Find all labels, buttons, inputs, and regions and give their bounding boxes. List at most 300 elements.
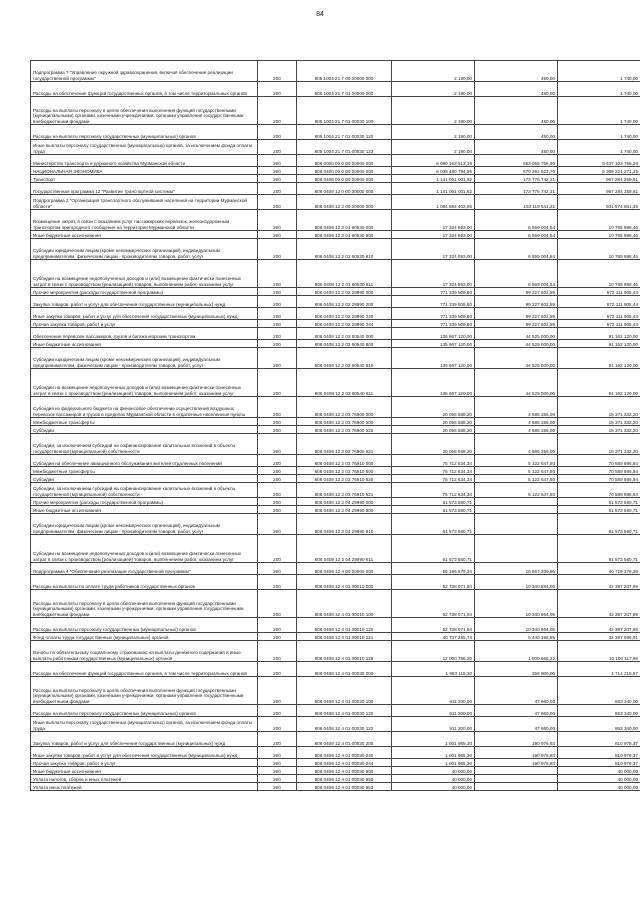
row-name-cell: Возмещение затрат, в связи с оказанием услуг пассажирских перевозок, железнодорожным транспортом пригородного сообщения на территории Мурманской области bbox=[31, 210, 258, 231]
row-code-cell: 806 0408 12 2 00 00000 000 bbox=[297, 195, 392, 210]
row-remainder-cell: 931 574 861,35 bbox=[558, 195, 640, 210]
row-remainder-cell: 10 765 988,46 bbox=[558, 239, 640, 260]
row-grbs-cell: 200 bbox=[258, 498, 297, 506]
budget-table bbox=[30, 60, 640, 791]
row-name-cell: Взносы по обязательному социальному страхованию на выплаты денежного содержания и иные выплаты работникам государственных (муниципальных) органов bbox=[31, 641, 258, 662]
row-code-cell: 806 0408 12 2 04 29990 000 bbox=[297, 498, 392, 506]
row-code-cell: 806 0408 12 2 03 76900 500 bbox=[297, 418, 392, 426]
row-executed-cell: 450,00 bbox=[475, 125, 558, 140]
row-remainder-cell: 42 397 207,89 bbox=[558, 618, 640, 633]
row-grbs-cell: 200 bbox=[258, 308, 297, 320]
table-row bbox=[31, 308, 640, 320]
row-grbs-cell: 200 bbox=[258, 662, 297, 677]
row-grbs-cell: 200 bbox=[258, 590, 297, 618]
table-row bbox=[31, 155, 640, 167]
row-amount-cell: 40 000,00 bbox=[392, 767, 475, 775]
row-remainder-cell: 70 589 986,84 bbox=[558, 467, 640, 475]
row-amount-cell: 771 339 509,80 bbox=[392, 320, 475, 328]
row-name-cell: Обеспечение перевозок пассажиров, грузов и багажа морским транспортом bbox=[31, 328, 258, 340]
row-executed-cell: 44 525 000,00 bbox=[475, 340, 558, 348]
table-row bbox=[31, 641, 640, 662]
table-row bbox=[31, 340, 640, 348]
row-executed-cell: 450,00 bbox=[475, 82, 558, 97]
row-grbs-cell: 200 bbox=[258, 641, 297, 662]
row-name-cell: Иные закупки товаров, работ и услуг для обеспечения государственных (муниципальных) нужд bbox=[31, 308, 258, 320]
table-row bbox=[31, 455, 640, 467]
row-remainder-cell: 40 000,00 bbox=[558, 775, 640, 783]
row-executed-cell: 99 227 602,59 bbox=[475, 308, 558, 320]
table-row bbox=[31, 195, 640, 210]
row-amount-cell: 61 573 580,71 bbox=[392, 498, 475, 506]
row-remainder-cell: 91 162 120,00 bbox=[558, 328, 640, 340]
table-row bbox=[31, 210, 640, 231]
row-grbs-cell: 200 bbox=[258, 535, 297, 563]
table-row bbox=[31, 535, 640, 563]
row-name-cell: Субсидия из федерального бюджета на финансовое обеспечение осуществления воздушных перевозок пассажиров и грузов в пределах Мурманской области в отдаленные населенные пункты bbox=[31, 397, 258, 418]
row-amount-cell: 2 190,00 bbox=[392, 125, 475, 140]
row-remainder-cell: 10 765 988,46 bbox=[558, 260, 640, 288]
row-executed-cell: 4 685 256,00 bbox=[475, 426, 558, 434]
row-amount-cell: 40 000,00 bbox=[392, 783, 475, 791]
row-remainder-cell: 1 740,00 bbox=[558, 82, 640, 97]
row-code-cell: 806 0408 12 2 01 60530 810 bbox=[297, 239, 392, 260]
row-remainder-cell: 91 162 120,00 bbox=[558, 348, 640, 369]
row-name-cell: Иные бюджетные ассигнования bbox=[31, 506, 258, 514]
row-executed-cell: 173 776 742,21 bbox=[475, 175, 558, 183]
row-amount-cell: 6 038 480 794,95 bbox=[392, 167, 475, 175]
row-executed-cell: 450,00 bbox=[475, 61, 558, 82]
table-row bbox=[31, 483, 640, 498]
row-code-cell: 806 0408 12 4 01 00030 850 bbox=[297, 775, 392, 783]
row-name-cell: Транспорт bbox=[31, 175, 258, 183]
row-grbs-cell: 200 bbox=[258, 210, 297, 231]
row-name-cell: Расходы на выплаты персоналу государственных (муниципальных) органов bbox=[31, 125, 258, 140]
row-amount-cell: 1 953 115,30 bbox=[392, 662, 475, 677]
table-row bbox=[31, 759, 640, 767]
row-grbs-cell: 200 bbox=[258, 767, 297, 775]
row-remainder-cell: 5 437 103 756,26 bbox=[558, 155, 640, 167]
row-amount-cell: 52 738 071,94 bbox=[392, 590, 475, 618]
row-amount-cell: 75 712 634,34 bbox=[392, 483, 475, 498]
row-grbs-cell: 200 bbox=[258, 328, 297, 340]
row-executed-cell: 4 685 256,00 bbox=[475, 418, 558, 426]
row-executed-cell: 670 262 523,70 bbox=[475, 167, 558, 175]
table-row bbox=[31, 82, 640, 97]
row-code-cell: 806 0408 12 4 01 00030 120 bbox=[297, 705, 392, 717]
row-amount-cell: 40 737 285,74 bbox=[392, 633, 475, 641]
row-name-cell: Фонд оплаты труда государственных (муниципальных) органов bbox=[31, 633, 258, 641]
row-grbs-cell: 200 bbox=[258, 369, 297, 397]
row-amount-cell: 1 001 965,30 bbox=[392, 759, 475, 767]
row-executed-cell: 6 559 004,54 bbox=[475, 239, 558, 260]
row-name-cell: Расходы на выплаты персоналу в целях обеспечения выполнения функций государственными (муниципальными) органами, казенными учреждениями, органами управления государственными внебюджетными фондами bbox=[31, 97, 258, 125]
row-executed-cell: 99 227 602,59 bbox=[475, 320, 558, 328]
row-name-cell: Подпрограмма 2 "Организация транспортного обслуживания населения на территории Мурманской области" bbox=[31, 195, 258, 210]
table-row bbox=[31, 467, 640, 475]
row-grbs-cell: 200 bbox=[258, 732, 297, 747]
row-code-cell: 805 1004 21 7 01 00030 120 bbox=[297, 125, 392, 140]
row-remainder-cell: 10 765 988,46 bbox=[558, 210, 640, 231]
row-executed-cell: 1 900 668,22 bbox=[475, 641, 558, 662]
row-grbs-cell: 200 bbox=[258, 397, 297, 418]
row-grbs-cell: 200 bbox=[258, 195, 297, 210]
row-amount-cell: 1 001 965,30 bbox=[392, 747, 475, 759]
row-amount-cell: 52 738 071,94 bbox=[392, 575, 475, 590]
row-name-cell: Субсидии юридическим лицам (кроме некоммерческих организаций), индивидуальным предпринимателям, физическим лицам - производителям товаров, работ, услуг bbox=[31, 239, 258, 260]
row-executed-cell: 10 340 884,05 bbox=[475, 575, 558, 590]
row-executed-cell: 5 122 647,50 bbox=[475, 475, 558, 483]
row-amount-cell: 2 190,00 bbox=[392, 97, 475, 125]
row-executed-cell bbox=[475, 775, 558, 783]
row-name-cell: Прочие мероприятия (расходы государственной программы) bbox=[31, 288, 258, 296]
row-name-cell: Расходы на выплаты персоналу государственных (муниципальных) органов bbox=[31, 705, 258, 717]
table-row bbox=[31, 231, 640, 239]
row-remainder-cell: 1 740,00 bbox=[558, 97, 640, 125]
row-grbs-cell: 200 bbox=[258, 320, 297, 328]
row-remainder-cell: 70 589 986,84 bbox=[558, 475, 640, 483]
row-code-cell: 806 0408 12 4 01 00030 244 bbox=[297, 759, 392, 767]
row-remainder-cell: 70 589 986,84 bbox=[558, 483, 640, 498]
table-row bbox=[31, 183, 640, 195]
row-remainder-cell: 10 100 117,98 bbox=[558, 641, 640, 662]
row-executed-cell: 47 860,00 bbox=[475, 717, 558, 732]
row-name-cell: Закупка товаров, работ и услуг для обеспечения государственных (муниципальных) нужд bbox=[31, 732, 258, 747]
table-row bbox=[31, 239, 640, 260]
row-grbs-cell: 200 bbox=[258, 183, 297, 195]
row-code-cell: 806 0408 12 2 03 76910 520 bbox=[297, 475, 392, 483]
row-code-cell: 806 0408 12 4 01 00030 853 bbox=[297, 783, 392, 791]
row-name-cell: Прочие мероприятия (расходы государственной программы) bbox=[31, 498, 258, 506]
row-executed-cell: 44 525 000,00 bbox=[475, 348, 558, 369]
row-amount-cell: 17 324 993,00 bbox=[392, 210, 475, 231]
row-code-cell: 806 0408 12 4 01 00010 120 bbox=[297, 618, 392, 633]
table-row bbox=[31, 397, 640, 418]
table-row bbox=[31, 125, 640, 140]
row-name-cell: Расходы на выплаты по оплате труда работников государственных органов bbox=[31, 575, 258, 590]
row-grbs-cell: 200 bbox=[258, 426, 297, 434]
row-code-cell: 806 0408 12 4 01 00030 122 bbox=[297, 717, 392, 732]
row-remainder-cell: 672 111 905,44 bbox=[558, 296, 640, 308]
row-remainder-cell: 863 340,00 bbox=[558, 677, 640, 705]
table-row bbox=[31, 369, 640, 397]
table-row bbox=[31, 167, 640, 175]
row-executed-cell: 47 860,00 bbox=[475, 705, 558, 717]
row-amount-cell: 75 712 634,34 bbox=[392, 455, 475, 467]
table-row bbox=[31, 662, 640, 677]
row-name-cell: Субсидии, за исключением субсидий на софинансирование капитальных вложений в объекты государственной (муниципальной) собственности bbox=[31, 434, 258, 455]
row-amount-cell: 20 056 588,20 bbox=[392, 434, 475, 455]
row-executed-cell bbox=[475, 535, 558, 563]
row-remainder-cell: 40 000,00 bbox=[558, 783, 640, 791]
row-executed-cell: 653 059 756,90 bbox=[475, 155, 558, 167]
row-grbs-cell: 200 bbox=[258, 677, 297, 705]
table-row bbox=[31, 783, 640, 791]
row-executed-cell: 47 860,00 bbox=[475, 677, 558, 705]
table-row bbox=[31, 767, 640, 775]
page-number: 84 bbox=[316, 11, 324, 18]
row-executed-cell: 190 976,93 bbox=[475, 759, 558, 767]
row-amount-cell: 2 190,00 bbox=[392, 82, 475, 97]
row-name-cell: Субсидии на возмещение недополученных доходов и (или) возмещение фактически понесенных затрат в связи с производством (реализацией) товаров, выполнением работ, оказанием услуг bbox=[31, 369, 258, 397]
row-executed-cell: 99 227 602,59 bbox=[475, 296, 558, 308]
row-name-cell: Субсидии на возмещение недополученных доходов и (или) возмещение фактически понесенных затрат в связи с производством (реализацией) товаров, выполнением работ, оказанием услуг bbox=[31, 535, 258, 563]
table-row bbox=[31, 747, 640, 759]
table-row bbox=[31, 575, 640, 590]
row-code-cell: 806 0408 12 2 03 60540 810 bbox=[297, 348, 392, 369]
row-grbs-cell: 200 bbox=[258, 475, 297, 483]
row-remainder-cell: 32 397 088,91 bbox=[558, 633, 640, 641]
row-executed-cell bbox=[475, 514, 558, 535]
table-row bbox=[31, 717, 640, 732]
row-remainder-cell: 61 573 580,71 bbox=[558, 506, 640, 514]
table-row bbox=[31, 633, 640, 641]
row-name-cell: Иные выплаты персоналу государственных (муниципальных) органов, за исключением фонда оплаты труда bbox=[31, 140, 258, 155]
row-grbs-cell: 200 bbox=[258, 747, 297, 759]
row-amount-cell: 1 141 061 001,82 bbox=[392, 175, 475, 183]
table-row bbox=[31, 61, 640, 82]
row-remainder-cell: 15 371 332,20 bbox=[558, 426, 640, 434]
table-row bbox=[31, 498, 640, 506]
table-row bbox=[31, 320, 640, 328]
table-row bbox=[31, 348, 640, 369]
row-code-cell: 806 0408 12 4 01 00030 800 bbox=[297, 767, 392, 775]
row-amount-cell: 1 141 061 001,82 bbox=[392, 183, 475, 195]
row-executed-cell: 10 340 864,05 bbox=[475, 618, 558, 633]
row-executed-cell: 450,00 bbox=[475, 140, 558, 155]
row-amount-cell: 75 712 634,34 bbox=[392, 467, 475, 475]
row-code-cell: 806 0408 12 2 03 76900 000 bbox=[297, 397, 392, 418]
row-grbs-cell: 200 bbox=[258, 296, 297, 308]
row-name-cell: Субсидии, за исключением субсидий на софинансирование капитальных вложений в объекты государственной (муниципальной) собственности bbox=[31, 483, 258, 498]
row-remainder-cell: 15 371 332,20 bbox=[558, 397, 640, 418]
row-grbs-cell: 200 bbox=[258, 434, 297, 455]
row-amount-cell: 17 324 993,00 bbox=[392, 231, 475, 239]
row-amount-cell: 61 573 580,71 bbox=[392, 506, 475, 514]
table-row bbox=[31, 140, 640, 155]
row-executed-cell: 10 340 864,05 bbox=[475, 590, 558, 618]
row-grbs-cell: 200 bbox=[258, 82, 297, 97]
row-name-cell: Прочая закупка товаров, работ и услуг bbox=[31, 320, 258, 328]
table-row bbox=[31, 97, 640, 125]
row-amount-cell: 56 186 579,34 bbox=[392, 563, 475, 575]
row-name-cell: Подпрограмма 7 "Управление окружной здравоохранения, включая обеспечение реализации государственной программы" bbox=[31, 61, 258, 82]
row-amount-cell: 911 200,00 bbox=[392, 677, 475, 705]
row-remainder-cell: 1 714 215,87 bbox=[558, 662, 640, 677]
row-grbs-cell: 200 bbox=[258, 467, 297, 475]
row-grbs-cell: 200 bbox=[258, 717, 297, 732]
table-row bbox=[31, 296, 640, 308]
row-remainder-cell: 810 978,37 bbox=[558, 732, 640, 747]
row-amount-cell: 61 573 580,71 bbox=[392, 535, 475, 563]
row-code-cell: 806 0408 12 2 03 60540 800 bbox=[297, 340, 392, 348]
row-executed-cell: 5 122 647,50 bbox=[475, 467, 558, 475]
row-amount-cell: 20 056 588,20 bbox=[392, 397, 475, 418]
row-remainder-cell: 810 978,37 bbox=[558, 759, 640, 767]
row-remainder-cell: 672 111 905,44 bbox=[558, 320, 640, 328]
row-grbs-cell: 200 bbox=[258, 61, 297, 82]
row-amount-cell: 12 000 786,20 bbox=[392, 641, 475, 662]
row-code-cell: 806 0408 12 2 03 76900 520 bbox=[297, 426, 392, 434]
row-amount-cell: 6 090 163 513,16 bbox=[392, 155, 475, 167]
row-amount-cell: 771 339 509,80 bbox=[392, 288, 475, 296]
row-amount-cell: 17 324 993,00 bbox=[392, 239, 475, 260]
row-grbs-cell: 200 bbox=[258, 167, 297, 175]
row-amount-cell: 20 056 588,20 bbox=[392, 418, 475, 426]
row-executed-cell: 190 976,93 bbox=[475, 747, 558, 759]
row-grbs-cell: 200 bbox=[258, 231, 297, 239]
table-row bbox=[31, 618, 640, 633]
row-grbs-cell: 200 bbox=[258, 775, 297, 783]
row-amount-cell: 2 190,00 bbox=[392, 140, 475, 155]
row-name-cell: Субсидии юридическим лицам (кроме некоммерческих организаций), индивидуальным предпринимателям, физическим лицам - производителям товаров, работ, услуг bbox=[31, 348, 258, 369]
row-grbs-cell: 200 bbox=[258, 563, 297, 575]
row-grbs-cell: 200 bbox=[258, 175, 297, 183]
row-executed-cell: 5 440 196,85 bbox=[475, 633, 558, 641]
row-grbs-cell: 200 bbox=[258, 418, 297, 426]
row-name-cell: НАЦИОНАЛЬНАЯ ЭКОНОМИКА bbox=[31, 167, 258, 175]
table-row bbox=[31, 288, 640, 296]
row-grbs-cell: 200 bbox=[258, 506, 297, 514]
row-code-cell: 805 1004 21 7 01 00000 000 bbox=[297, 82, 392, 97]
row-remainder-cell: 1 740,00 bbox=[558, 125, 640, 140]
table-row bbox=[31, 434, 640, 455]
row-name-cell: Иные закупки товаров, работ и услуг для обеспечения государственных (муниципальных) нужд bbox=[31, 747, 258, 759]
row-executed-cell: 6 559 004,54 bbox=[475, 210, 558, 231]
row-name-cell: Расходы на выплаты персоналу в целях обеспечения выполнения функций государственными (муниципальными) органами, казенными учреждениями, органами управления государственными внебюджетными фондами bbox=[31, 590, 258, 618]
row-remainder-cell: 5 368 221 271,25 bbox=[558, 167, 640, 175]
row-remainder-cell: 61 573 580,71 bbox=[558, 498, 640, 506]
row-remainder-cell: 15 371 332,20 bbox=[558, 434, 640, 455]
row-grbs-cell: 200 bbox=[258, 288, 297, 296]
row-remainder-cell: 810 978,37 bbox=[558, 747, 640, 759]
row-executed-cell: 6 559 004,54 bbox=[475, 231, 558, 239]
row-amount-cell: 135 667 120,00 bbox=[392, 328, 475, 340]
row-remainder-cell: 91 162 120,00 bbox=[558, 369, 640, 397]
row-code-cell: 806 0408 12 2 03 76910 500 bbox=[297, 467, 392, 475]
row-grbs-cell: 200 bbox=[258, 783, 297, 791]
row-amount-cell: 1 084 884 402,56 bbox=[392, 195, 475, 210]
row-name-cell: Подпрограмма 4 "Обеспечение реализации государственной программы" bbox=[31, 563, 258, 575]
row-name-cell: Расходы на обеспечение функций государственных органов, в том числе территориальных органов bbox=[31, 82, 258, 97]
table-row bbox=[31, 418, 640, 426]
table-row bbox=[31, 506, 640, 514]
row-name-cell: Иные бюджетные ассигнования bbox=[31, 767, 258, 775]
row-name-cell: Прочая закупка товаров, работ и услуг bbox=[31, 759, 258, 767]
row-code-cell: 806 0408 12 2 01 60530 811 bbox=[297, 260, 392, 288]
row-grbs-cell: 200 bbox=[258, 455, 297, 467]
row-remainder-cell: 61 573 580,71 bbox=[558, 514, 640, 535]
table-row bbox=[31, 590, 640, 618]
row-amount-cell: 771 339 509,80 bbox=[392, 308, 475, 320]
row-code-cell: 806 0408 12 2 02 29990 000 bbox=[297, 288, 392, 296]
row-remainder-cell: 863 340,00 bbox=[558, 705, 640, 717]
row-grbs-cell: 200 bbox=[258, 97, 297, 125]
row-remainder-cell: 967 284 259,61 bbox=[558, 183, 640, 195]
table-row bbox=[31, 705, 640, 717]
row-remainder-cell: 1 740,00 bbox=[558, 61, 640, 82]
row-amount-cell: 75 712 634,34 bbox=[392, 475, 475, 483]
row-executed-cell bbox=[475, 767, 558, 775]
row-code-cell: 806 0408 12 0 00 00000 000 bbox=[297, 183, 392, 195]
row-executed-cell: 44 525 000,00 bbox=[475, 369, 558, 397]
row-amount-cell: 135 667 120,00 bbox=[392, 340, 475, 348]
row-remainder-cell: 40 729 378,39 bbox=[558, 563, 640, 575]
row-executed-cell: 173 776 742,21 bbox=[475, 183, 558, 195]
table-row bbox=[31, 775, 640, 783]
row-name-cell: Государственная программа 12 "Развитие транспортной системы" bbox=[31, 183, 258, 195]
table-row bbox=[31, 328, 640, 340]
row-name-cell: Субсидии bbox=[31, 426, 258, 434]
row-code-cell: 806 0408 12 4 01 00030 100 bbox=[297, 677, 392, 705]
row-code-cell: 806 0408 12 2 01 60530 000 bbox=[297, 210, 392, 231]
table-row bbox=[31, 426, 640, 434]
row-executed-cell: 256 900,00 bbox=[475, 662, 558, 677]
row-executed-cell: 450,00 bbox=[475, 97, 558, 125]
row-remainder-cell: 967 284 259,61 bbox=[558, 175, 640, 183]
row-code-cell: 806 0408 12 2 04 29990 800 bbox=[297, 506, 392, 514]
row-name-cell: Субсидии на возмещение недополученных доходов и (или) возмещение фактически понесенных затрат в связи с производством (реализацией) товаров, выполнением работ, оказанием услуг bbox=[31, 260, 258, 288]
row-code-cell: 806 0408 12 4 01 00030 000 bbox=[297, 662, 392, 677]
row-remainder-cell: 70 589 986,84 bbox=[558, 455, 640, 467]
row-executed-cell: 4 685 256,00 bbox=[475, 397, 558, 418]
row-remainder-cell: 42 397 207,89 bbox=[558, 575, 640, 590]
row-code-cell: 806 0408 12 2 01 60530 800 bbox=[297, 231, 392, 239]
table-row bbox=[31, 563, 640, 575]
row-name-cell: Субсидии юридическим лицам (кроме некоммерческих организаций), индивидуальным предпринимателям, физическим лицам - производителям товаров, работ, услуг bbox=[31, 514, 258, 535]
row-code-cell: 806 0408 12 2 03 60540 000 bbox=[297, 328, 392, 340]
row-code-cell: 806 0408 12 4 01 00010 100 bbox=[297, 590, 392, 618]
row-amount-cell: 20 056 588,20 bbox=[392, 426, 475, 434]
row-amount-cell: 911 200,00 bbox=[392, 705, 475, 717]
row-code-cell: 806 0408 12 4 01 00010 129 bbox=[297, 641, 392, 662]
row-code-cell: 806 0408 12 2 02 29990 200 bbox=[297, 296, 392, 308]
row-executed-cell: 6 559 004,54 bbox=[475, 260, 558, 288]
row-code-cell: 806 0408 12 4 01 00010 121 bbox=[297, 633, 392, 641]
row-name-cell: Иные бюджетные ассигнования bbox=[31, 231, 258, 239]
row-name-cell: Субсидии bbox=[31, 475, 258, 483]
row-grbs-cell: 200 bbox=[258, 239, 297, 260]
row-code-cell: 805 1004 21 7 01 00030 100 bbox=[297, 97, 392, 125]
row-grbs-cell: 200 bbox=[258, 260, 297, 288]
row-remainder-cell: 672 111 905,44 bbox=[558, 288, 640, 296]
row-grbs-cell: 200 bbox=[258, 155, 297, 167]
row-name-cell: Межбюджетные трансферты bbox=[31, 418, 258, 426]
row-name-cell: Уплата иных платежей bbox=[31, 783, 258, 791]
row-code-cell: 806 0000 00 0 00 00000 000 bbox=[297, 155, 392, 167]
row-code-cell: 806 0408 12 2 03 76910 000 bbox=[297, 455, 392, 467]
table-row bbox=[31, 260, 640, 288]
row-amount-cell: 40 000,00 bbox=[392, 775, 475, 783]
row-amount-cell: 1 001 965,30 bbox=[392, 732, 475, 747]
row-remainder-cell: 1 740,00 bbox=[558, 140, 640, 155]
row-executed-cell: 44 525 000,00 bbox=[475, 328, 558, 340]
row-remainder-cell: 61 573 580,71 bbox=[558, 535, 640, 563]
table-row bbox=[31, 732, 640, 747]
row-name-cell: Субсидии на обеспечение авиационного обслуживания жителей отдаленных поселений bbox=[31, 455, 258, 467]
row-grbs-cell: 200 bbox=[258, 348, 297, 369]
row-code-cell: 806 0408 12 2 03 76900 521 bbox=[297, 434, 392, 455]
table-row bbox=[31, 677, 640, 705]
row-grbs-cell: 200 bbox=[258, 340, 297, 348]
row-name-cell: Иные выплаты персоналу государственных (муниципальных) органов, за исключением фонда оплаты труда bbox=[31, 717, 258, 732]
row-amount-cell: 771 339 509,80 bbox=[392, 296, 475, 308]
row-remainder-cell: 672 111 905,44 bbox=[558, 308, 640, 320]
row-code-cell: 806 0408 12 4 01 00030 240 bbox=[297, 747, 392, 759]
row-remainder-cell: 863 340,00 bbox=[558, 717, 640, 732]
row-amount-cell: 135 667 120,00 bbox=[392, 348, 475, 369]
row-name-cell: Иные бюджетные ассигнования bbox=[31, 340, 258, 348]
row-executed-cell: 99 227 602,59 bbox=[475, 288, 558, 296]
